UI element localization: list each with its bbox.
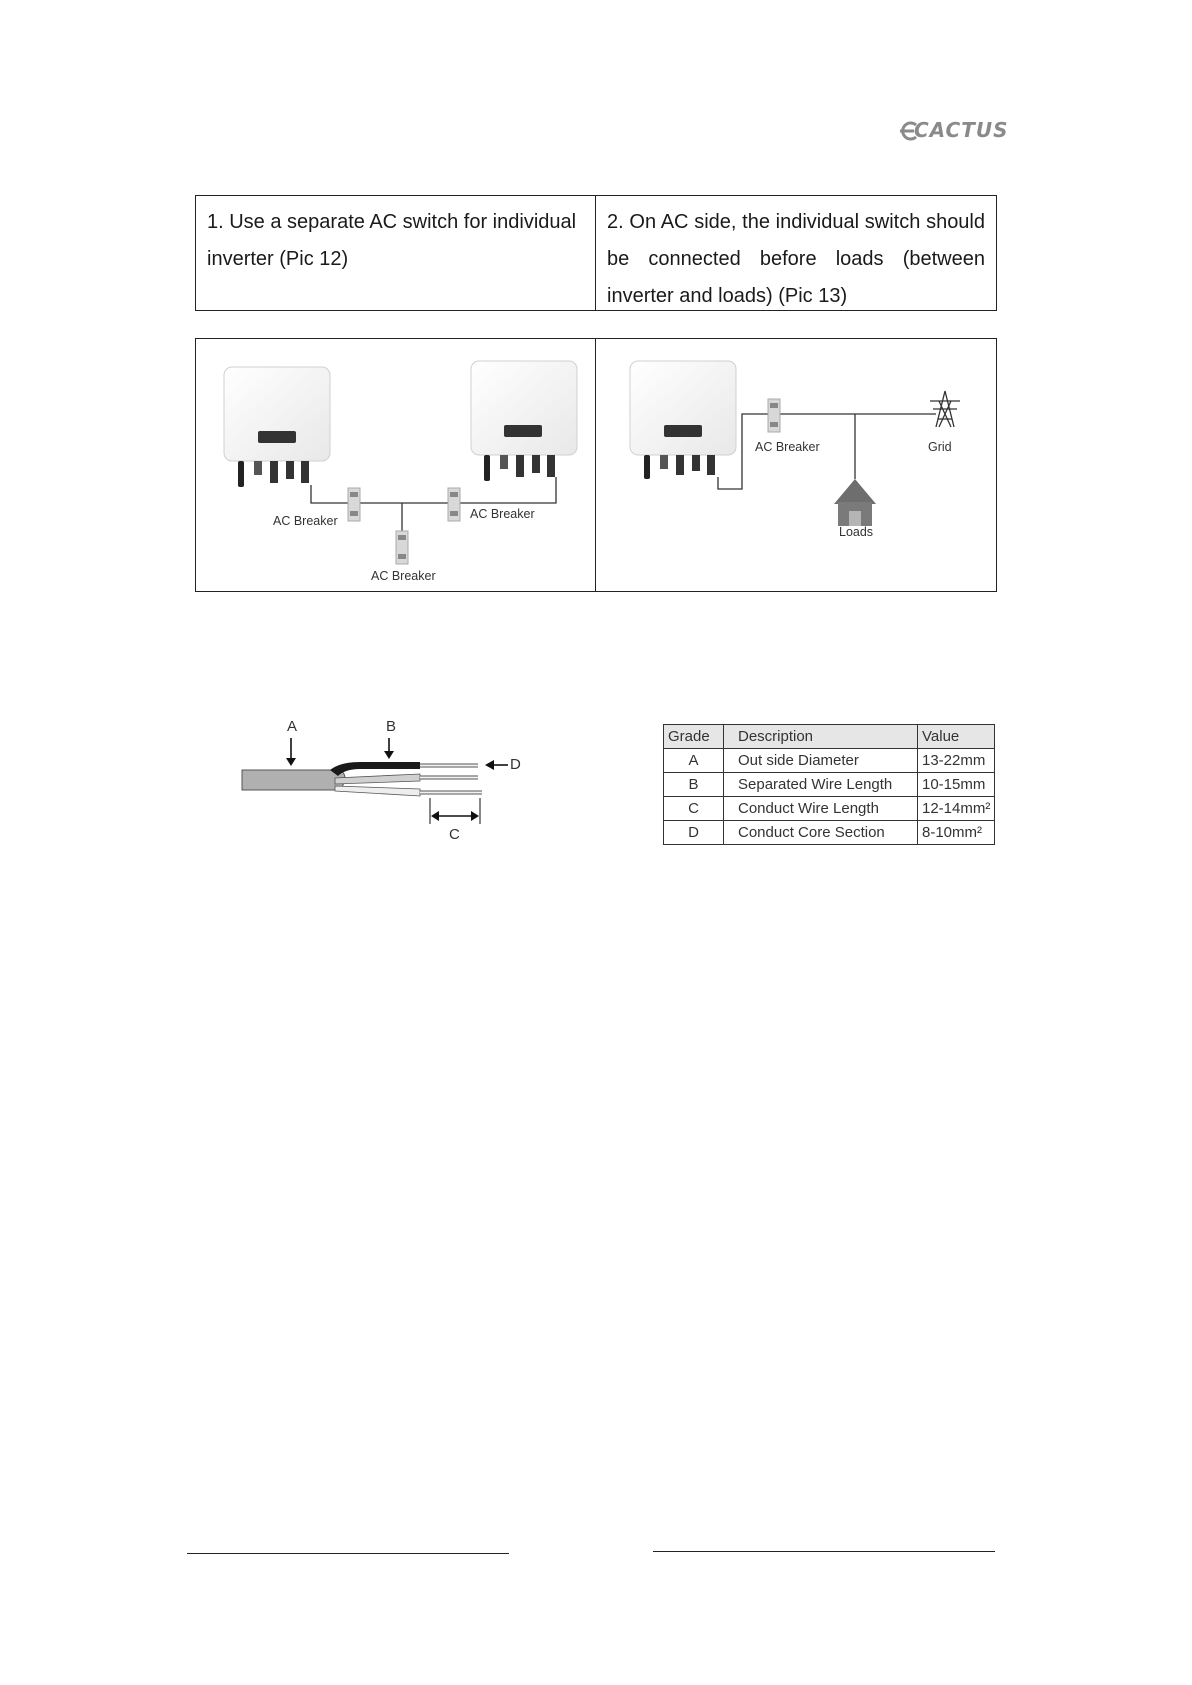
table-row [664, 773, 995, 797]
brand-name: CACTUS [914, 118, 1009, 142]
cable-label-c: C [449, 826, 460, 843]
house-icon [834, 479, 876, 526]
ac-breaker-icon [396, 531, 408, 564]
grid-pylon-icon [930, 391, 960, 427]
cable-label-b: B [386, 718, 397, 735]
inverter-icon [471, 361, 577, 481]
footer-divider-right [653, 1551, 995, 1552]
description-cell: Separated Wire Length [724, 773, 918, 797]
ac-breaker-icon [448, 488, 460, 521]
footer-divider-left [187, 1553, 509, 1554]
loads-label: Loads [839, 525, 874, 539]
inverter-icon [630, 361, 736, 479]
column-header-value: Value [918, 725, 995, 749]
grid-label: Grid [928, 440, 952, 454]
instruction-2: 2. On AC side, the individual switch should be connected before loads (between inverter and loads) (Pic 13) [607, 211, 985, 307]
description-cell: Conduct Wire Length [724, 797, 918, 821]
table-row [664, 749, 995, 773]
value-cell: 13-22mm [918, 749, 995, 773]
grade-cell: D [664, 821, 724, 845]
value-cell: 10-15mm [918, 773, 995, 797]
brand-logo [898, 118, 1008, 146]
cable-drawing [230, 718, 550, 853]
column-header-description: Description [724, 725, 918, 749]
value-cell: 8-10mm² [918, 821, 995, 845]
pic-12-drawing [196, 339, 596, 591]
pic-12-diagram [196, 339, 596, 591]
pic-13-drawing [596, 339, 996, 591]
instruction-1: 1. Use a separate AC switch for individual inverter (Pic 12) [196, 196, 596, 310]
cable-spec-table [663, 724, 995, 845]
description-cell: Conduct Core Section [724, 821, 918, 845]
table-row [664, 821, 995, 845]
cable-diagram [230, 718, 550, 853]
table-header-row [664, 725, 995, 749]
description-cell: Out side Diameter [724, 749, 918, 773]
grade-cell: C [664, 797, 724, 821]
grade-cell: B [664, 773, 724, 797]
ac-breaker-label: AC Breaker [273, 514, 338, 528]
column-header-grade: Grade [664, 725, 724, 749]
inverter-icon [224, 367, 330, 487]
ac-breaker-label: AC Breaker [371, 569, 436, 583]
cable-label-d: D [510, 756, 521, 773]
ac-breaker-icon [348, 488, 360, 521]
cable-label-a: A [287, 718, 298, 735]
ac-breaker-label: AC Breaker [755, 440, 820, 454]
pic-13-diagram [596, 339, 996, 591]
wiring-figures [195, 338, 997, 592]
instruction-table [195, 195, 997, 311]
table-row [664, 797, 995, 821]
ac-breaker-label: AC Breaker [470, 507, 535, 521]
value-cell: 12-14mm² [918, 797, 995, 821]
ac-breaker-icon [768, 399, 780, 432]
grade-cell: A [664, 749, 724, 773]
